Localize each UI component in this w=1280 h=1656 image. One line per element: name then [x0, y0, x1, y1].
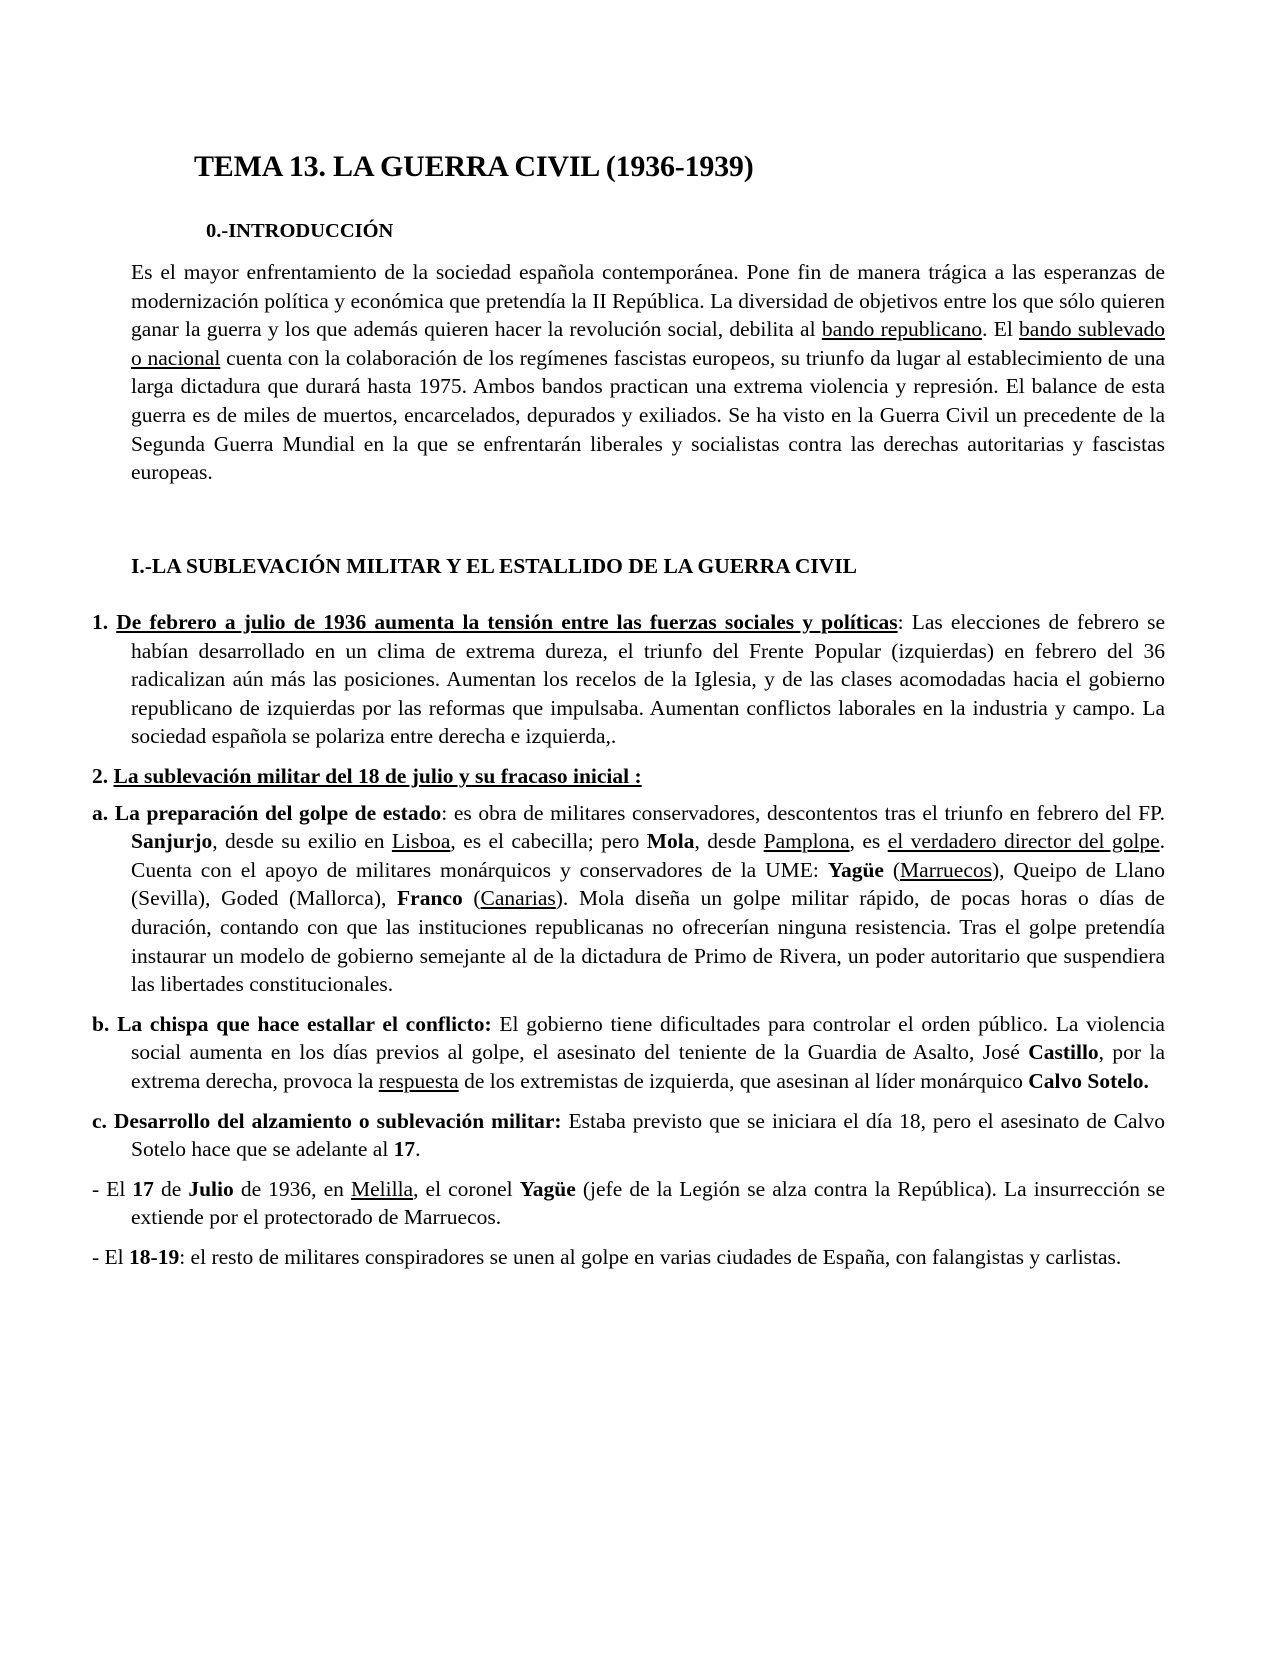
item-c: c. Desarrollo del alzamiento o sublevación militar: Estaba previsto que se iniciara el día 18, pero el asesinato de Calvo Sotelo hace que se adelante al 17.: [92, 1108, 1165, 1162]
item-a: a. La preparación del golpe de estado: es obra de militares conservadores, descontentos tras el triunfo en febrero del FP. Sanjurjo, desde su exilio en Lisboa, es el cabecilla; pero Mola, desde Pamplona, es el verdadero director del golpe. Cuenta con el apoyo de militares monárquicos y conservadores de la UME: Yagüe (Marruecos), Queipo de Llano (Sevilla), Goded (Mallorca), Franco (Canarias). Mola diseña un golpe militar rápido, de pocas horas o días de duración, contando con que las instituciones republicanas no ofrecerían ninguna resistencia. Tras el golpe pretendía instaurar un modelo de gobierno semejante al de la dictadura de Primo de Rivera, un poder autoritario que suspendiera las libertades constitucionales.: [92, 800, 1165, 997]
section1-body: [92, 608, 1165, 1271]
intro-paragraph: Es el mayor enfrentamiento de la sociedad española contemporánea. Pone fin de manera trágica a las esperanzas de modernización política y económica que pretendía la II República. La diversidad de objetivos entre los que sólo quieren ganar la guerra y los que además quieren hacer la revolución social, debilita al bando republicano. El bando sublevado o nacional cuenta con la colaboración de los regímenes fascistas europeos, su triunfo da lugar al establecimiento de una larga dictadura que durará hasta 1975. Ambos bandos practican una extrema violencia y represión. El balance de esta guerra es de miles de muertos, encarcelados, depurados y exiliados. Se ha visto en la Guerra Civil un precedente de la Segunda Guerra Mundial en la que se enfrentarán liberales y socialistas contra las derechas autoritarias y fascistas europeas.: [131, 260, 1166, 485]
item-b: b. La chispa que hace estallar el conflicto: El gobierno tiene dificultades para controlar el orden público. La violencia social aumenta en los días previos al golpe, el asesinato del teniente de la Guardia de Asalto, José Castillo, por la extrema derecha, provoca la respuesta de los extremistas de izquierda, que asesinan al líder monárquico Calvo Sotelo.: [92, 1011, 1165, 1093]
item-1: 1. De febrero a julio de 1936 aumenta la tensión entre las fuerzas sociales y políticas: Las elecciones de febrero se habían desarrollado en un clima de extrema dureza, el triunfo del Frente Popular (izquierdas) en febrero del 36 radicalizan aún más las posiciones. Aumentan los recelos de la Iglesia, y de las clases acomodadas hacia el gobierno republicano de izquierdas por las reformas que impulsaba. Aumentan conflictos laborales en la industria y campo. La sociedad española se polariza entre derecha e izquierda,.: [92, 610, 1166, 749]
bullet-18-19: - El 18-19: el resto de militares conspiradores se unen al golpe en varias ciudades de España, con falangistas y carlistas.: [92, 1244, 1122, 1269]
item-2-heading: La sublevación militar del 18 de julio y su fracaso inicial :: [113, 763, 642, 788]
item-1-heading: De febrero a julio de 1936 aumenta la tensión entre las fuerzas sociales y políticas: [116, 610, 898, 634]
section1-heading: I.-LA SUBLEVACIÓN MILITAR Y EL ESTALLIDO DE LA GUERRA CIVIL: [131, 554, 858, 578]
item-a-heading: a. La preparación del golpe de estado: [92, 800, 442, 825]
link-bando-nacional: bando sublevado o nacional: [131, 317, 1166, 370]
item-b-heading: b. La chispa que hace estallar el conflicto:: [92, 1011, 492, 1036]
item-c-heading: c. Desarrollo del alzamiento o sublevación militar:: [92, 1108, 562, 1133]
intro-heading: 0.-INTRODUCCIÓN: [206, 220, 394, 242]
page-title: TEMA 13. LA GUERRA CIVIL (1936-1939): [194, 150, 754, 183]
item-2: 2. La sublevación militar del 18 de julio y su fracaso inicial :: [92, 763, 642, 788]
bullet-17-julio: - El 17 de Julio de 1936, en Melilla, el coronel Yagüe (jefe de la Legión se alza contra la República). La insurrección se extiende por el protectorado de Marruecos.: [92, 1176, 1165, 1230]
link-bando-republicano: bando republicano: [821, 317, 983, 342]
